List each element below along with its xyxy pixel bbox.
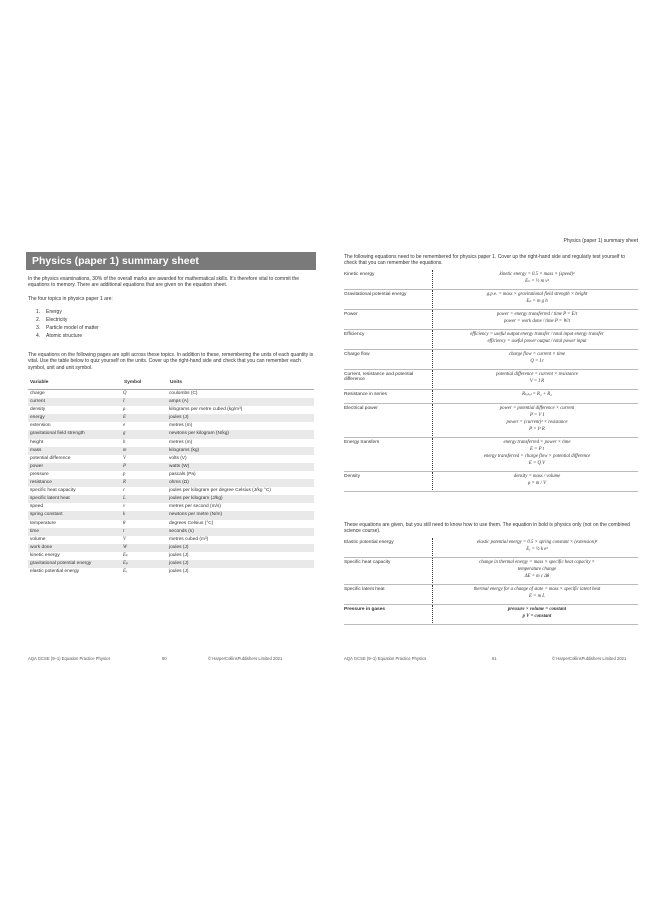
equation-block bbox=[436, 331, 638, 345]
symbol-cell: θ bbox=[123, 520, 126, 526]
units-table bbox=[28, 376, 314, 576]
remembered-equations bbox=[344, 270, 638, 492]
equation-line: power = energy transferred / time P = E/t bbox=[496, 312, 578, 317]
symbol-cell: P bbox=[123, 463, 169, 471]
symbol-cell: p bbox=[123, 471, 126, 477]
topic-number: 2. bbox=[36, 317, 41, 323]
footer-book-title: AQA GCSE (9–1) Equation Practice Physics bbox=[344, 656, 427, 661]
equation-name: Resistance in series bbox=[344, 392, 387, 397]
equation-row bbox=[344, 290, 638, 310]
equation-name: Current, resistance and potential difference bbox=[344, 372, 414, 382]
symbol-cell: m bbox=[123, 447, 169, 455]
variable-cell: gravitational potential energy bbox=[28, 560, 123, 568]
equation-line: charge flow = current × time bbox=[508, 352, 566, 357]
symbol-cell: k bbox=[123, 511, 169, 519]
equation-line: Eₖ = ½ m v² bbox=[525, 279, 549, 284]
equation-line: P = I² R bbox=[529, 427, 545, 432]
equation-line: efficiency = useful power output / total power input bbox=[487, 339, 587, 344]
topic-label: Particle model of matter bbox=[46, 325, 99, 331]
symbol-cell: Eₚ bbox=[123, 560, 169, 568]
table-row bbox=[28, 471, 314, 479]
units-cell: joules (J) bbox=[169, 560, 314, 568]
variable-cell: current bbox=[28, 398, 123, 406]
left-page bbox=[22, 236, 320, 668]
topic-item bbox=[36, 324, 99, 332]
equation-name: Gravitational potential energy bbox=[344, 292, 407, 297]
table-row bbox=[28, 439, 314, 447]
table-row bbox=[28, 447, 314, 455]
table-row bbox=[28, 406, 314, 414]
symbol-cell: ρ bbox=[123, 407, 126, 413]
units-cell: metres per second (m/s) bbox=[169, 504, 221, 510]
variable-cell: charge bbox=[30, 391, 45, 396]
equation-line: power = (current)² × resistance bbox=[506, 420, 568, 425]
table-row bbox=[28, 390, 314, 399]
topic-item bbox=[36, 316, 99, 324]
table-row bbox=[28, 503, 314, 511]
table-row bbox=[28, 544, 314, 552]
variable-cell: work done bbox=[28, 544, 123, 552]
table-row bbox=[28, 560, 314, 568]
intro-paragraph: In the physics examinations, 30% of the overall marks are awarded for mathematical skills. It's therefore vital to commit the equations to memory. There are additional equations that are given on the equation sheet. bbox=[28, 276, 300, 289]
table-row bbox=[28, 398, 314, 406]
equation-line: V = I R bbox=[529, 379, 545, 384]
equation-name: Kinetic energy bbox=[344, 272, 375, 277]
equation-block bbox=[436, 391, 638, 398]
symbol-cell: I bbox=[123, 398, 169, 406]
footer-copyright: © HarperCollinsPublishers Limited 2021 bbox=[208, 656, 283, 661]
variable-cell: pressure bbox=[30, 471, 49, 477]
equation-line: E = m L bbox=[529, 594, 545, 599]
symbol-cell: c bbox=[123, 488, 126, 494]
units-cell: ohms (Ω) bbox=[169, 479, 314, 487]
symbol-cell: L bbox=[123, 495, 169, 503]
page-number: 61 bbox=[492, 656, 497, 661]
units-cell: metres (m) bbox=[169, 439, 193, 445]
equation-line: kinetic energy = 0.5 × mass × (speed)² bbox=[499, 272, 575, 277]
topics-list bbox=[36, 308, 99, 340]
variable-cell: power bbox=[28, 463, 123, 471]
units-cell: joules (J) bbox=[169, 414, 314, 422]
equation-line: Eₚ = m g h bbox=[526, 299, 548, 304]
table-row bbox=[28, 568, 314, 576]
dotted-divider bbox=[432, 438, 433, 472]
equation-row bbox=[344, 390, 638, 404]
equation-row bbox=[344, 438, 638, 472]
variable-cell: kinetic energy bbox=[30, 552, 60, 558]
variable-cell: resistance bbox=[28, 479, 123, 487]
symbol-cell: Eₑ bbox=[123, 569, 128, 575]
topics-intro: The four topics in physics paper 1 are: bbox=[28, 296, 113, 302]
page-title: Physics (paper 1) summary sheet bbox=[26, 252, 316, 270]
variable-cell: density bbox=[30, 407, 46, 413]
variable-cell: specific heat capacity bbox=[30, 488, 76, 494]
equation-line: Eₑ = ½ k e² bbox=[526, 547, 548, 552]
equation-name: Electrical power bbox=[344, 406, 378, 411]
equation-line: energy transferred = power × time bbox=[503, 440, 571, 445]
topic-number: 3. bbox=[36, 325, 41, 331]
dotted-divider bbox=[432, 370, 433, 390]
symbol-cell: t bbox=[123, 528, 169, 536]
equation-name: Power bbox=[344, 312, 358, 317]
equation-block bbox=[436, 271, 638, 285]
units-cell: metres cubed (m³) bbox=[169, 536, 209, 542]
equation-row bbox=[344, 538, 638, 558]
dotted-divider bbox=[432, 290, 433, 310]
dotted-divider bbox=[432, 330, 433, 350]
units-cell: joules (J) bbox=[169, 544, 314, 552]
equation-line: temperature change bbox=[517, 567, 557, 572]
equation-line: energy transferred = charge flow × potential difference bbox=[483, 454, 591, 459]
dotted-divider bbox=[432, 270, 433, 290]
units-cell: newtons per kilogram (N/kg) bbox=[169, 430, 314, 438]
topic-number: 4. bbox=[36, 333, 41, 339]
symbol-cell: V bbox=[123, 455, 126, 461]
dotted-divider bbox=[432, 605, 433, 625]
variable-cell: elastic potential energy bbox=[30, 569, 80, 575]
units-cell: metres (m) bbox=[169, 423, 193, 429]
table-row bbox=[28, 495, 314, 503]
units-cell: kilograms per metre cubed (kg/m³) bbox=[169, 407, 243, 413]
right-page bbox=[342, 236, 640, 668]
equation-line: E = Q V bbox=[528, 461, 546, 466]
dotted-divider bbox=[432, 558, 433, 585]
equation-block bbox=[436, 351, 638, 365]
equation-name: Charge flow bbox=[344, 352, 370, 357]
units-cell: watts (W) bbox=[169, 463, 314, 471]
equation-block bbox=[436, 371, 638, 385]
table-row bbox=[28, 511, 314, 519]
dotted-divider bbox=[432, 472, 433, 492]
running-header: Physics (paper 1) summary sheet bbox=[563, 238, 638, 244]
equation-name: Density bbox=[344, 474, 360, 479]
header-symbol: Symbol bbox=[123, 376, 169, 390]
units-cell: volts (V) bbox=[169, 455, 187, 461]
row-divider bbox=[344, 491, 638, 492]
table-row bbox=[28, 422, 314, 430]
units-intro: The equations on the following pages are split across these topics. In addition to these, remembering the units of each quantity is vital. Use the table below to quiz yourself on the units. Cover up the right-hand side and check that you can remember each symbol, unit and unit symbol. bbox=[28, 352, 314, 371]
equation-row bbox=[344, 310, 638, 330]
topic-item bbox=[36, 308, 99, 316]
units-cell: joules per kilogram (J/kg) bbox=[169, 495, 314, 503]
table-row bbox=[28, 430, 314, 438]
dotted-divider bbox=[432, 350, 433, 370]
equation-row bbox=[344, 350, 638, 370]
table-row bbox=[28, 487, 314, 495]
topic-item bbox=[36, 332, 99, 340]
variable-cell: height bbox=[30, 439, 44, 445]
units-cell: newtons per metre (N/m) bbox=[169, 511, 314, 519]
variable-cell: spring constant bbox=[28, 511, 123, 519]
variable-cell: time bbox=[28, 528, 123, 536]
row-divider bbox=[344, 624, 638, 625]
table-row bbox=[28, 528, 314, 536]
equation-row bbox=[344, 370, 638, 390]
equation-line: g.p.e. = mass × gravitational field strength × height bbox=[486, 292, 588, 297]
given-equations bbox=[344, 538, 638, 625]
topic-label: Atomic structure bbox=[46, 333, 83, 339]
table-row bbox=[28, 455, 314, 463]
variable-cell: volume bbox=[30, 536, 46, 542]
table-row bbox=[28, 552, 314, 560]
footer-book-title: AQA GCSE (9–1) Equation Practice Physics bbox=[28, 656, 111, 661]
equation-line: efficiency = useful output energy transfer / total input energy transfer bbox=[470, 332, 604, 337]
equation-row bbox=[344, 472, 638, 492]
units-cell: joules (J) bbox=[169, 569, 189, 575]
equation-block bbox=[436, 405, 638, 433]
equation-block bbox=[436, 311, 638, 325]
symbol-cell: g bbox=[123, 430, 169, 438]
table-row bbox=[28, 479, 314, 487]
equation-line: change in thermal energy = mass × specific heat capacity × bbox=[479, 560, 595, 565]
symbol-cell: v bbox=[123, 504, 126, 510]
equation-name: Elastic potential energy bbox=[344, 540, 394, 545]
equation-name: Pressure in gases bbox=[344, 607, 386, 612]
symbol-cell: h bbox=[123, 439, 126, 445]
equation-line: P = V I bbox=[529, 413, 545, 418]
topic-label: Electricity bbox=[46, 317, 68, 323]
equation-line: density = mass / volume bbox=[513, 474, 561, 479]
symbol-cell: E bbox=[123, 414, 169, 422]
variable-cell: energy bbox=[28, 414, 123, 422]
equation-row bbox=[344, 605, 638, 625]
equation-row bbox=[344, 270, 638, 290]
equation-block bbox=[436, 291, 638, 305]
topic-number: 1. bbox=[36, 309, 41, 315]
equation-line: Q = I t bbox=[530, 359, 544, 364]
header-units: Units bbox=[169, 376, 314, 390]
variable-cell: speed bbox=[30, 504, 44, 510]
equation-line: ρ = m / V bbox=[527, 481, 547, 486]
equations-intro: The following equations need to be remembered for physics paper 1. Cover up the right-hand side and regularly test yourself to check that you can remember the equations. bbox=[344, 254, 625, 267]
equation-line: elastic potential energy = 0.5 × spring constant × (extension)² bbox=[476, 540, 598, 545]
symbol-cell: e bbox=[123, 423, 126, 429]
symbol-cell: V bbox=[123, 536, 126, 542]
equation-block bbox=[436, 586, 638, 600]
table-row bbox=[28, 463, 314, 471]
variable-cell: specific latent heat bbox=[28, 495, 123, 503]
equation-name: Efficiency bbox=[344, 332, 365, 337]
symbol-cell: Q bbox=[123, 391, 127, 396]
units-cell: degrees Celsius (°C) bbox=[169, 520, 214, 526]
units-cell: joules per kilogram per degree Celsius (J/kg °C) bbox=[169, 488, 271, 494]
equation-line: pressure × volume = constant bbox=[507, 607, 567, 612]
symbol-cell: W bbox=[123, 544, 169, 552]
equation-block bbox=[436, 559, 638, 580]
dotted-divider bbox=[432, 538, 433, 558]
variable-cell: mass bbox=[28, 447, 123, 455]
topic-label: Energy bbox=[46, 309, 62, 315]
units-cell: joules (J) bbox=[169, 552, 189, 558]
equation-line: thermal energy for a change of state = mass × specific latent heat bbox=[473, 587, 601, 592]
units-cell: kilograms (kg) bbox=[169, 447, 314, 455]
variable-cell: potential difference bbox=[30, 455, 71, 461]
equation-block bbox=[436, 439, 638, 467]
variable-cell: gravitational field strength bbox=[28, 430, 123, 438]
equation-row bbox=[344, 585, 638, 605]
table-row bbox=[28, 536, 314, 544]
equation-line: Rₜₒₜₐₗ = R₁ + R₂ bbox=[522, 392, 552, 397]
dotted-divider bbox=[432, 404, 433, 438]
symbol-cell: Eₖ bbox=[123, 552, 128, 558]
symbol-cell: R bbox=[123, 479, 169, 487]
units-cell: seconds (s) bbox=[169, 528, 314, 536]
given-intro: These equations are given, but you still need to know how to use them. The equation in bold is physics only (not on the combined science course). bbox=[344, 522, 630, 535]
variable-cell: extension bbox=[30, 423, 51, 429]
equation-block bbox=[436, 606, 638, 620]
equation-line: ΔE = m c Δθ bbox=[524, 574, 550, 579]
page-number: 60 bbox=[162, 656, 167, 661]
equation-line: power = potential difference × current bbox=[499, 406, 575, 411]
equation-row bbox=[344, 330, 638, 350]
equation-line: E = P t bbox=[530, 447, 544, 452]
equation-line: potential difference = current × resistance bbox=[496, 372, 578, 377]
table-row bbox=[28, 520, 314, 528]
equation-line: power = work done / time P = W/t bbox=[503, 319, 571, 324]
footer-copyright: © HarperCollinsPublishers Limited 2021 bbox=[552, 656, 627, 661]
equation-row bbox=[344, 404, 638, 438]
equation-name: Energy transfers bbox=[344, 440, 380, 445]
dotted-divider bbox=[432, 310, 433, 330]
table-header-row bbox=[28, 376, 314, 390]
header-variable: Variable bbox=[28, 376, 123, 390]
units-cell: coulombs (C) bbox=[169, 391, 198, 396]
units-cell: amps (A) bbox=[169, 398, 314, 406]
equation-block bbox=[436, 539, 638, 553]
units-cell: pascals (Pa) bbox=[169, 471, 196, 477]
equation-block bbox=[436, 473, 638, 487]
dotted-divider bbox=[432, 585, 433, 605]
equation-row bbox=[344, 558, 638, 585]
equation-name: Specific latent heat bbox=[344, 587, 385, 592]
book-spread bbox=[22, 236, 642, 668]
equation-line: p V = constant bbox=[522, 614, 552, 619]
variable-cell: temperature bbox=[30, 520, 56, 526]
equation-name: Specific heat capacity bbox=[344, 560, 391, 565]
table-row bbox=[28, 414, 314, 422]
dotted-divider bbox=[432, 390, 433, 404]
